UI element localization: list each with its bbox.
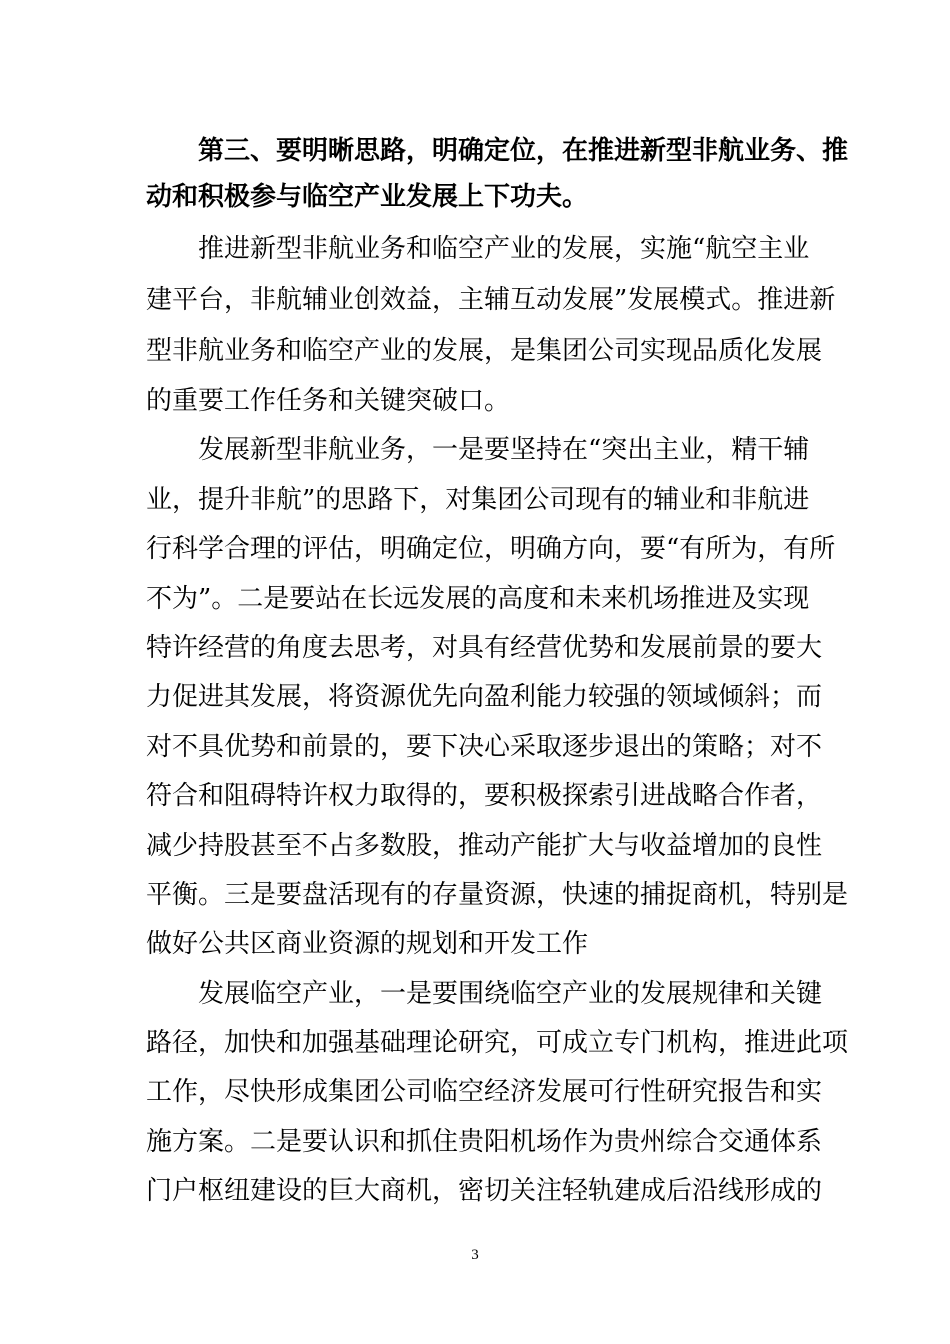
paragraph-2-line-8: 符合和阻碍特许权力取得的，要积极探索引进战略合作者， xyxy=(146,781,823,811)
paragraph-2-line-2: 业，提升非航”的思路下，对集团公司现有的辅业和非航进 xyxy=(146,485,810,515)
paragraph-3-line-1: 发展临空产业，一是要围绕临空产业的发展规律和关键 xyxy=(198,979,823,1009)
paragraph-1-line-4: 的重要工作任务和关键突破口。 xyxy=(146,386,511,416)
paragraph-3-line-5: 门户枢纽建设的巨大商机，密切关注轻轨建成后沿线形成的 xyxy=(146,1176,823,1206)
paragraph-2-line-4: 不为”。二是要站在长远发展的高度和未来机场推进及实现 xyxy=(146,584,810,614)
paragraph-2-line-1: 发展新型非航业务，一是要坚持在“突出主业，精干辅 xyxy=(198,435,810,465)
paragraph-1-line-3: 型非航业务和临空产业的发展，是集团公司实现品质化发展 xyxy=(146,336,823,366)
paragraph-2-line-10: 平衡。三是要盘活现有的存量资源，快速的捕捉商机，特别是 xyxy=(146,880,849,910)
paragraph-1-line-1: 推进新型非航业务和临空产业的发展，实施“航空主业 xyxy=(198,234,810,264)
paragraph-3-line-4: 施方案。二是要认识和抓住贵阳机场作为贵州综合交通体系 xyxy=(146,1127,823,1157)
paragraph-2-line-5: 特许经营的角度去思考，对具有经营优势和发展前景的要大 xyxy=(146,633,823,663)
section-heading-line-2: 动和积极参与临空产业发展上下功夫。 xyxy=(146,182,589,212)
paragraph-2-line-6: 力促进其发展，将资源优先向盈利能力较强的领域倾斜；而 xyxy=(146,682,823,712)
paragraph-2-line-7: 对不具优势和前景的，要下决心采取逐步退出的策略；对不 xyxy=(146,732,823,762)
paragraph-2-line-9: 减少持股甚至不占多数股，推动产能扩大与收益增加的良性 xyxy=(146,831,823,861)
section-heading-line-1: 第三、要明晰思路，明确定位，在推进新型非航业务、推 xyxy=(198,136,849,166)
paragraph-1-line-2: 建平台，非航辅业创效益，主辅互动发展”发展模式。推进新 xyxy=(146,285,836,315)
paragraph-2-line-3: 行科学合理的评估，明确定位，明确方向，要“有所为，有所 xyxy=(146,534,836,564)
paragraph-3-line-3: 工作，尽快形成集团公司临空经济发展可行性研究报告和实 xyxy=(146,1077,823,1107)
paragraph-2-line-11: 做好公共区商业资源的规划和开发工作 xyxy=(146,929,589,959)
page-number: 3 xyxy=(471,1247,479,1263)
paragraph-3-line-2: 路径，加快和加强基础理论研究，可成立专门机构，推进此项 xyxy=(146,1028,849,1058)
